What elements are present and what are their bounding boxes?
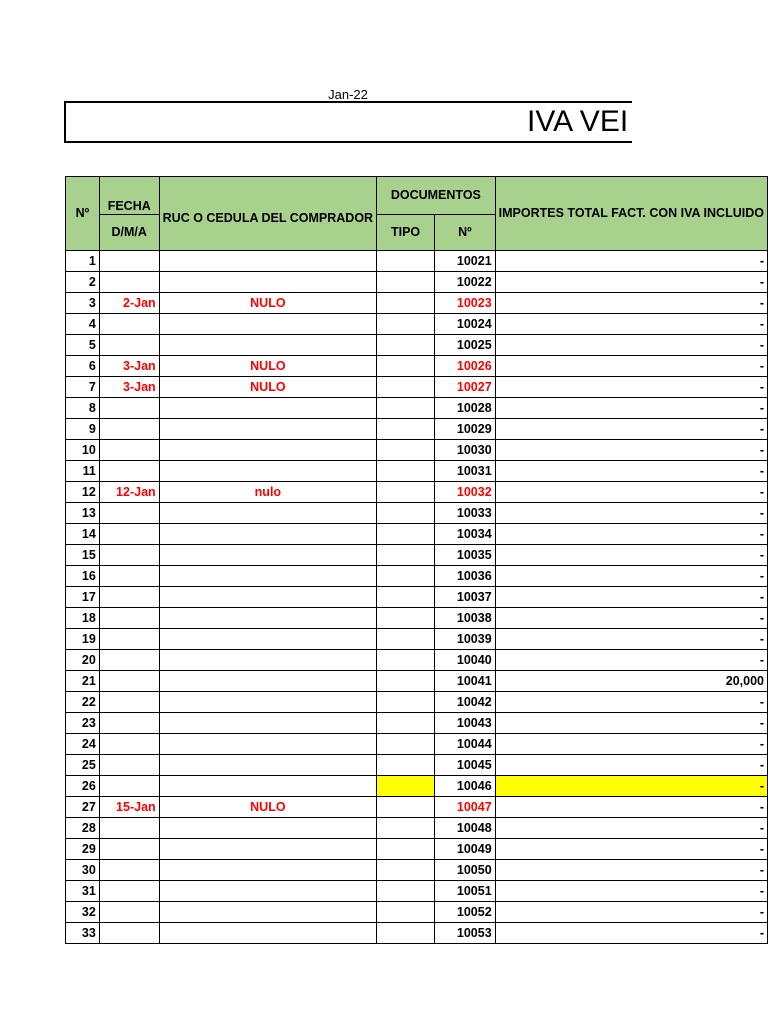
table-row (66, 839, 768, 860)
table-row (66, 734, 768, 755)
header-no: Nº (66, 177, 100, 251)
cell-number[interactable]: 9 (66, 419, 100, 440)
cell-amount[interactable]: 20,000 (495, 671, 767, 692)
table-row (66, 419, 768, 440)
table-row (66, 461, 768, 482)
cell-number[interactable]: 4 (66, 314, 100, 335)
header-ruc: RUC O CEDULA DEL COMPRADOR (159, 177, 376, 251)
month-label: Jan-22 (328, 87, 368, 102)
cell-doc-number[interactable]: 10023 (435, 293, 496, 314)
cell-ruc[interactable] (159, 251, 376, 272)
cell-amount[interactable]: - (495, 608, 767, 629)
cell-date[interactable] (99, 566, 159, 587)
cell-doc-type[interactable] (377, 419, 435, 440)
cell-number[interactable]: 8 (66, 398, 100, 419)
cell-doc-number[interactable]: 10022 (435, 272, 496, 293)
cell-amount[interactable]: - (495, 272, 767, 293)
table-row (66, 272, 768, 293)
cell-ruc[interactable] (159, 272, 376, 293)
cell-date[interactable] (99, 923, 159, 944)
cell-doc-number[interactable]: 10034 (435, 524, 496, 545)
table-row (66, 587, 768, 608)
cell-ruc[interactable]: NULO (159, 293, 376, 314)
cell-date[interactable] (99, 314, 159, 335)
cell-amount[interactable]: - (495, 440, 767, 461)
cell-doc-number[interactable]: 10049 (435, 839, 496, 860)
header-importes: IMPORTES TOTAL FACT. CON IVA INCLUIDO (495, 177, 767, 251)
cell-ruc[interactable] (159, 335, 376, 356)
cell-doc-type[interactable] (377, 818, 435, 839)
cell-ruc[interactable] (159, 503, 376, 524)
cell-doc-type[interactable] (377, 650, 435, 671)
cell-amount[interactable]: - (495, 734, 767, 755)
cell-number[interactable]: 27 (66, 797, 100, 818)
cell-amount[interactable]: - (495, 419, 767, 440)
cell-amount[interactable]: - (495, 314, 767, 335)
cell-ruc[interactable] (159, 902, 376, 923)
cell-date[interactable] (99, 272, 159, 293)
cell-ruc[interactable] (159, 629, 376, 650)
cell-doc-type[interactable] (377, 713, 435, 734)
cell-doc-number[interactable]: 10025 (435, 335, 496, 356)
cell-amount[interactable]: - (495, 398, 767, 419)
table-row (66, 503, 768, 524)
cell-doc-type[interactable] (377, 734, 435, 755)
cell-doc-number[interactable]: 10042 (435, 692, 496, 713)
cell-ruc[interactable]: nulo (159, 482, 376, 503)
cell-doc-type[interactable] (377, 839, 435, 860)
cell-doc-number[interactable]: 10045 (435, 755, 496, 776)
cell-date[interactable] (99, 755, 159, 776)
table-row (66, 377, 768, 398)
cell-doc-number[interactable]: 10036 (435, 566, 496, 587)
cell-amount[interactable]: - (495, 776, 767, 797)
cell-doc-number[interactable]: 10033 (435, 503, 496, 524)
cell-ruc[interactable] (159, 818, 376, 839)
header-tipo: TIPO (377, 215, 435, 251)
cell-date[interactable] (99, 650, 159, 671)
table-row (66, 923, 768, 944)
table-row (66, 398, 768, 419)
cell-ruc[interactable] (159, 566, 376, 587)
cell-amount[interactable]: - (495, 356, 767, 377)
cell-amount[interactable]: - (495, 881, 767, 902)
cell-ruc[interactable]: NULO (159, 356, 376, 377)
cell-amount[interactable]: - (495, 755, 767, 776)
cell-amount[interactable]: - (495, 524, 767, 545)
cell-ruc[interactable] (159, 461, 376, 482)
table-row (66, 440, 768, 461)
cell-doc-type[interactable] (377, 356, 435, 377)
cell-date[interactable] (99, 335, 159, 356)
cell-number[interactable]: 20 (66, 650, 100, 671)
table-row (66, 608, 768, 629)
cell-number[interactable]: 12 (66, 482, 100, 503)
cell-date[interactable] (99, 881, 159, 902)
cell-number[interactable]: 5 (66, 335, 100, 356)
table-row (66, 566, 768, 587)
cell-doc-number[interactable]: 10037 (435, 587, 496, 608)
cell-number[interactable]: 30 (66, 860, 100, 881)
cell-date[interactable] (99, 860, 159, 881)
cell-amount[interactable]: - (495, 482, 767, 503)
cell-number[interactable]: 17 (66, 587, 100, 608)
cell-doc-number[interactable]: 10053 (435, 923, 496, 944)
cell-ruc[interactable] (159, 650, 376, 671)
cell-amount[interactable]: - (495, 587, 767, 608)
cell-ruc[interactable] (159, 755, 376, 776)
cell-doc-number[interactable]: 10048 (435, 818, 496, 839)
table-row (66, 902, 768, 923)
cell-date[interactable] (99, 734, 159, 755)
cell-number[interactable]: 33 (66, 923, 100, 944)
table-row (66, 713, 768, 734)
cell-date[interactable] (99, 419, 159, 440)
cell-number[interactable]: 25 (66, 755, 100, 776)
cell-amount[interactable]: - (495, 566, 767, 587)
cell-ruc[interactable] (159, 524, 376, 545)
cell-doc-type[interactable] (377, 293, 435, 314)
cell-doc-number[interactable]: 10021 (435, 251, 496, 272)
table-row (66, 881, 768, 902)
table-row (66, 314, 768, 335)
cell-doc-type[interactable] (377, 776, 435, 797)
cell-doc-number[interactable]: 10032 (435, 482, 496, 503)
cell-doc-type[interactable] (377, 335, 435, 356)
cell-number[interactable]: 14 (66, 524, 100, 545)
cell-ruc[interactable] (159, 734, 376, 755)
cell-doc-type[interactable] (377, 398, 435, 419)
cell-ruc[interactable] (159, 419, 376, 440)
table-row (66, 629, 768, 650)
cell-date[interactable] (99, 545, 159, 566)
cell-doc-type[interactable] (377, 524, 435, 545)
cell-ruc[interactable] (159, 608, 376, 629)
cell-date[interactable] (99, 902, 159, 923)
cell-doc-type[interactable] (377, 461, 435, 482)
cell-amount[interactable]: - (495, 503, 767, 524)
cell-doc-type[interactable] (377, 377, 435, 398)
table-body (66, 251, 768, 944)
header-fecha: FECHA (99, 177, 159, 215)
cell-ruc[interactable] (159, 314, 376, 335)
cell-doc-number[interactable]: 10044 (435, 734, 496, 755)
cell-ruc[interactable] (159, 881, 376, 902)
table-row (66, 818, 768, 839)
cell-number[interactable]: 10 (66, 440, 100, 461)
cell-date[interactable] (99, 776, 159, 797)
cell-date[interactable] (99, 818, 159, 839)
cell-doc-type[interactable] (377, 503, 435, 524)
cell-amount[interactable]: - (495, 251, 767, 272)
cell-ruc[interactable] (159, 440, 376, 461)
cell-number[interactable]: 3 (66, 293, 100, 314)
title-box (64, 101, 632, 143)
table-row (66, 671, 768, 692)
cell-ruc[interactable] (159, 776, 376, 797)
cell-number[interactable]: 1 (66, 251, 100, 272)
cell-date[interactable]: 3-Jan (99, 377, 159, 398)
cell-doc-number[interactable]: 10051 (435, 881, 496, 902)
cell-number[interactable]: 24 (66, 734, 100, 755)
table-row (66, 692, 768, 713)
table-row (66, 776, 768, 797)
cell-ruc[interactable]: NULO (159, 377, 376, 398)
cell-date[interactable] (99, 440, 159, 461)
cell-number[interactable]: 21 (66, 671, 100, 692)
cell-number[interactable]: 11 (66, 461, 100, 482)
cell-number[interactable]: 2 (66, 272, 100, 293)
cell-amount[interactable]: - (495, 923, 767, 944)
cell-number[interactable]: 29 (66, 839, 100, 860)
cell-doc-number[interactable]: 10027 (435, 377, 496, 398)
cell-amount[interactable]: - (495, 839, 767, 860)
cell-date[interactable]: 12-Jan (99, 482, 159, 503)
cell-number[interactable]: 16 (66, 566, 100, 587)
header-fecha-format: D/M/A (99, 215, 159, 251)
cell-amount[interactable]: - (495, 461, 767, 482)
cell-amount[interactable]: - (495, 377, 767, 398)
cell-doc-type[interactable] (377, 545, 435, 566)
table-row (66, 482, 768, 503)
cell-number[interactable]: 32 (66, 902, 100, 923)
cell-doc-type[interactable] (377, 587, 435, 608)
cell-doc-number[interactable]: 10038 (435, 608, 496, 629)
cell-doc-number[interactable]: 10043 (435, 713, 496, 734)
cell-date[interactable] (99, 692, 159, 713)
cell-date[interactable] (99, 398, 159, 419)
cell-doc-number[interactable]: 10039 (435, 629, 496, 650)
cell-doc-type[interactable] (377, 482, 435, 503)
header-doc-no: Nº (435, 215, 496, 251)
cell-number[interactable]: 26 (66, 776, 100, 797)
cell-number[interactable]: 23 (66, 713, 100, 734)
cell-date[interactable] (99, 839, 159, 860)
cell-doc-number[interactable]: 10052 (435, 902, 496, 923)
cell-amount[interactable]: - (495, 335, 767, 356)
cell-ruc[interactable] (159, 671, 376, 692)
table-row (66, 650, 768, 671)
cell-amount[interactable]: - (495, 692, 767, 713)
cell-date[interactable] (99, 503, 159, 524)
table-row (66, 860, 768, 881)
cell-ruc[interactable] (159, 545, 376, 566)
cell-ruc[interactable]: NULO (159, 797, 376, 818)
cell-date[interactable] (99, 713, 159, 734)
cell-date[interactable]: 15-Jan (99, 797, 159, 818)
cell-ruc[interactable] (159, 587, 376, 608)
cell-doc-number[interactable]: 10030 (435, 440, 496, 461)
cell-ruc[interactable] (159, 860, 376, 881)
cell-doc-number[interactable]: 10035 (435, 545, 496, 566)
cell-doc-type[interactable] (377, 860, 435, 881)
cell-doc-type[interactable] (377, 923, 435, 944)
cell-doc-type[interactable] (377, 314, 435, 335)
cell-amount[interactable]: - (495, 629, 767, 650)
cell-doc-type[interactable] (377, 755, 435, 776)
cell-amount[interactable]: - (495, 293, 767, 314)
cell-doc-number[interactable]: 10046 (435, 776, 496, 797)
cell-number[interactable]: 6 (66, 356, 100, 377)
table-row (66, 524, 768, 545)
cell-ruc[interactable] (159, 923, 376, 944)
cell-doc-number[interactable]: 10024 (435, 314, 496, 335)
cell-doc-number[interactable]: 10041 (435, 671, 496, 692)
header-documentos: DOCUMENTOS (377, 177, 496, 215)
cell-number[interactable]: 19 (66, 629, 100, 650)
cell-doc-type[interactable] (377, 251, 435, 272)
cell-amount[interactable]: - (495, 860, 767, 881)
cell-doc-number[interactable]: 10031 (435, 461, 496, 482)
table-row (66, 797, 768, 818)
cell-number[interactable]: 22 (66, 692, 100, 713)
table-row (66, 356, 768, 377)
cell-doc-type[interactable] (377, 797, 435, 818)
sheet-title: IVA VEI (527, 105, 629, 138)
cell-doc-number[interactable]: 10040 (435, 650, 496, 671)
cell-doc-type[interactable] (377, 692, 435, 713)
cell-doc-type[interactable] (377, 566, 435, 587)
cell-number[interactable]: 18 (66, 608, 100, 629)
cell-number[interactable]: 31 (66, 881, 100, 902)
cell-ruc[interactable] (159, 692, 376, 713)
table-row (66, 335, 768, 356)
cell-doc-number[interactable]: 10047 (435, 797, 496, 818)
cell-date[interactable] (99, 461, 159, 482)
cell-amount[interactable]: - (495, 545, 767, 566)
table-row (66, 545, 768, 566)
cell-ruc[interactable] (159, 839, 376, 860)
cell-ruc[interactable] (159, 713, 376, 734)
cell-date[interactable] (99, 671, 159, 692)
table-row (66, 251, 768, 272)
table-row (66, 755, 768, 776)
cell-doc-type[interactable] (377, 440, 435, 461)
cell-doc-type[interactable] (377, 902, 435, 923)
cell-date[interactable] (99, 608, 159, 629)
cell-number[interactable]: 28 (66, 818, 100, 839)
cell-ruc[interactable] (159, 398, 376, 419)
cell-number[interactable]: 13 (66, 503, 100, 524)
sales-register-table (65, 176, 768, 944)
cell-doc-number[interactable]: 10029 (435, 419, 496, 440)
cell-doc-number[interactable]: 10026 (435, 356, 496, 377)
cell-date[interactable] (99, 524, 159, 545)
cell-date[interactable]: 2-Jan (99, 293, 159, 314)
table-row (66, 293, 768, 314)
header-row-1 (66, 177, 768, 215)
cell-doc-type[interactable] (377, 629, 435, 650)
cell-amount[interactable]: - (495, 902, 767, 923)
cell-date[interactable]: 3-Jan (99, 356, 159, 377)
cell-doc-number[interactable]: 10050 (435, 860, 496, 881)
cell-date[interactable] (99, 629, 159, 650)
cell-doc-type[interactable] (377, 608, 435, 629)
cell-number[interactable]: 15 (66, 545, 100, 566)
cell-amount[interactable]: - (495, 650, 767, 671)
cell-amount[interactable]: - (495, 797, 767, 818)
cell-number[interactable]: 7 (66, 377, 100, 398)
cell-amount[interactable]: - (495, 713, 767, 734)
cell-doc-number[interactable]: 10028 (435, 398, 496, 419)
cell-doc-type[interactable] (377, 671, 435, 692)
cell-doc-type[interactable] (377, 272, 435, 293)
cell-doc-type[interactable] (377, 881, 435, 902)
cell-date[interactable] (99, 251, 159, 272)
cell-amount[interactable]: - (495, 818, 767, 839)
cell-date[interactable] (99, 587, 159, 608)
